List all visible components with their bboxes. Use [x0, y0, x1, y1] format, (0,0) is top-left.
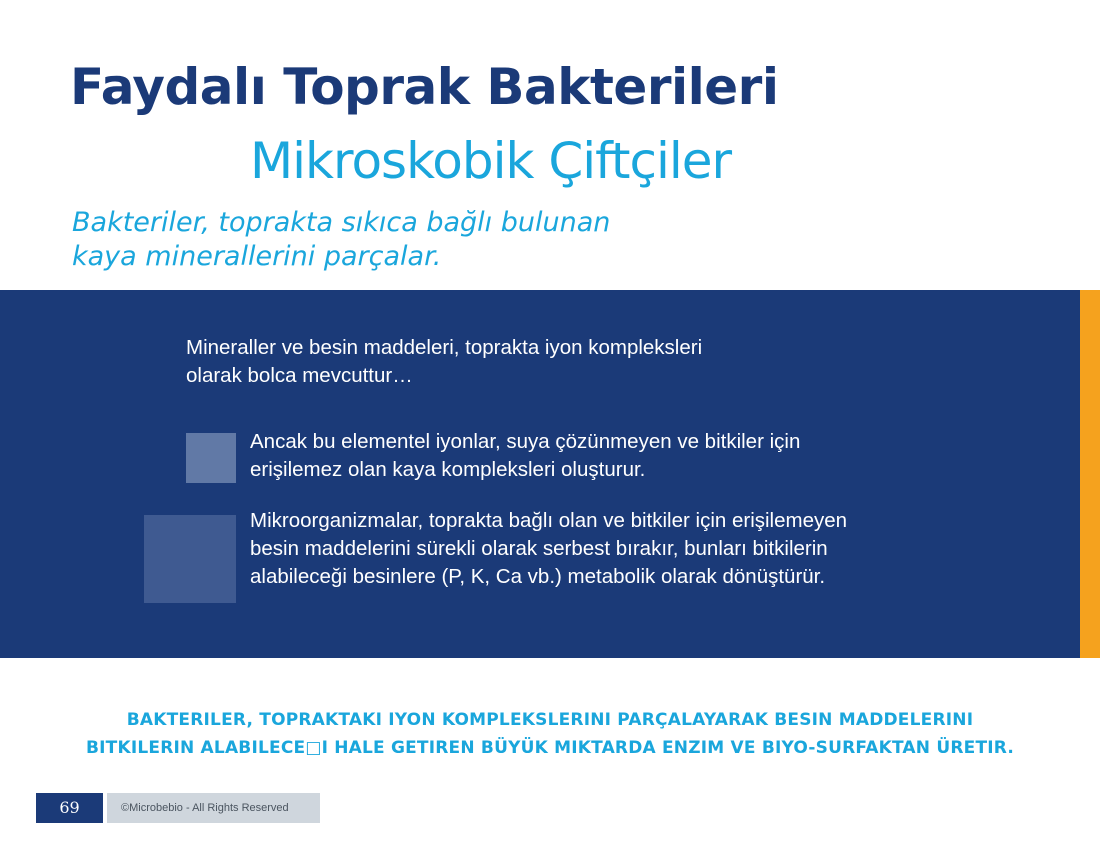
paragraph-line: erişilemez olan kaya kompleksleri oluşturur.: [250, 458, 646, 481]
copyright-notice: ©Microbebio - All Rights Reserved: [107, 793, 320, 823]
intro-text: [72, 206, 610, 274]
paragraph-line: Mikroorganizmalar, toprakta bağlı olan ve bitkiler için erişilemeyen: [250, 509, 848, 532]
conclusion-line: BAKTERILER, TOPRAKTAKI IYON KOMPLEKSLERINI PARÇALAYARAK BESIN MADDELERINI: [126, 710, 974, 730]
page-number: 69: [36, 793, 103, 823]
conclusion-line: BITKILERIN ALABILECE□I HALE GETIREN BÜYÜK MIKTARDA ENZIM VE BIYO-SURFAKTAN ÜRETIR.: [85, 738, 1015, 758]
bullet-square-large: [144, 515, 236, 603]
accent-bar: [1080, 290, 1100, 658]
paragraph-minerals: [186, 334, 702, 390]
paragraph-line: Ancak bu elementel iyonlar, suya çözünmeyen ve bitkiler için: [250, 430, 801, 453]
page-subtitle: Mikroskobik Çiftçiler: [250, 132, 732, 190]
bullet-square-small: [186, 433, 236, 483]
paragraph-line: besin maddelerini sürekli olarak serbest bırakır, bunları bitkilerin: [250, 537, 828, 560]
paragraph-line: Mineraller ve besin maddeleri, toprakta iyon kompleksleri: [186, 336, 703, 359]
intro-line: Bakteriler, toprakta sıkıca bağlı bulunan: [72, 207, 611, 238]
paragraph-line: olarak bolca mevcuttur…: [186, 364, 413, 387]
page-title: Faydalı Toprak Bakterileri: [70, 58, 779, 116]
conclusion-text: [0, 706, 1100, 762]
paragraph-microorganisms: [250, 507, 847, 591]
paragraph-ions: [250, 428, 800, 484]
intro-line: kaya minerallerini parçalar.: [72, 241, 442, 272]
paragraph-line: alabileceği besinlere (P, K, Ca vb.) metabolik olarak dönüştürür.: [250, 565, 826, 588]
